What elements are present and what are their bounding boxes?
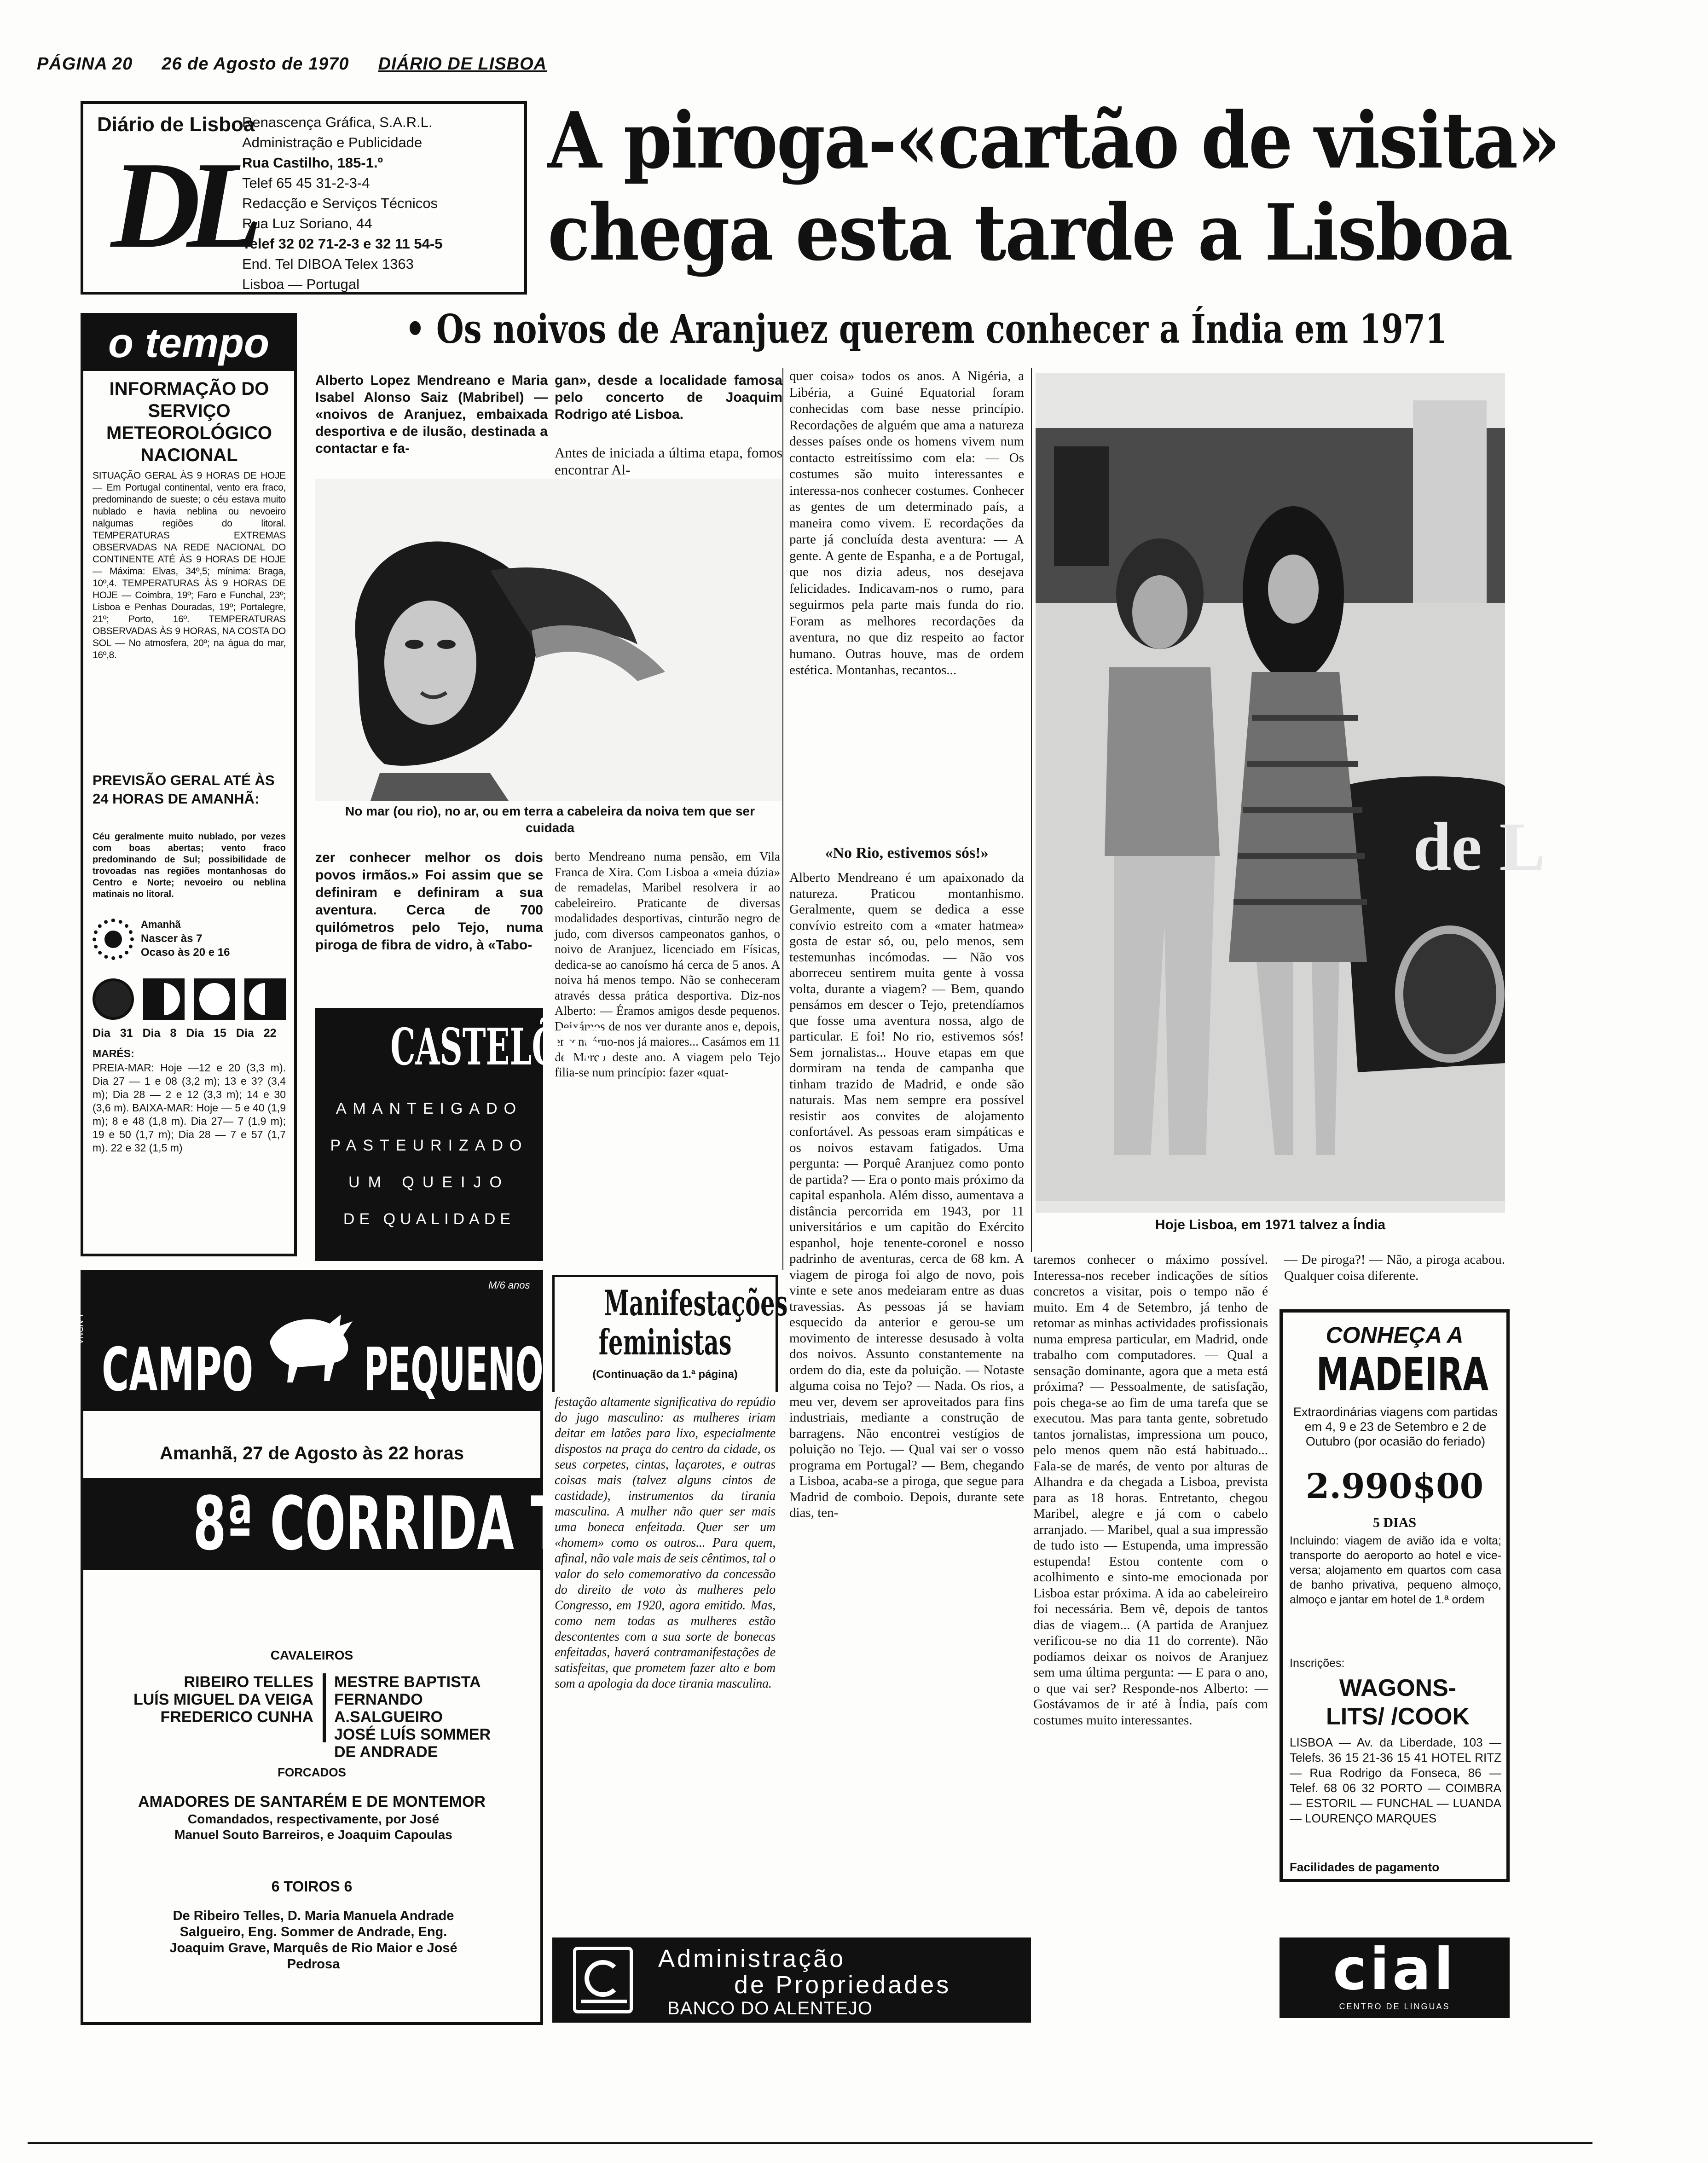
article-col4-text: taremos conhecer o máximo possível. Interessa-nos receber indicações de sítios concretos a visitar, pois o tempo não é muito. Em 4 de Setembro, já tenho de retomar as minhas actividades profissionais numa empresa particular, em Madrid, onde trabalho com computadores. — Qual a sensação dominante, agora que a meta está próxima? — Pessoalmente, de satisfação, pois chega-se ao fim de uma tarefa que se executou. Mas para tanta gente, sobretudo tantos jornalistas, impressiona um pouco, pelo menos quem não está habituado... Fala-se de marés, de vento por alturas de Alhandra e da chegada a Lisboa, prevista para as 18 horas. Entretanto, chegou Maribel, alegre e já com o cabelo arranjado. — Maribel, qual a sua impressão de tudo isto — Estupenda, uma impressão estupenda! Estou contente com o acolhimento e sinto-me emocionada por Lisboa estar próxima. A ida ao cabeleireiro foi necessária. Bem vê, depois de tantos dias de viagem... (A partida de Aranjuez verificou-se no dia 11 do corrente). Não podíamos deixar os noivos de Aranjuez sem uma última pergunta: — E para o ano, o que vai ser? Responde-nos Alberto: — Gostávamos de ir até à Índia, país com costumes muito interessantes.	[1033, 1252, 1268, 1728]
madeira-agency: WAGONS-LITS/ /COOK	[1326, 1675, 1470, 1730]
madeira-includes: Incluindo: viagem de avião ida e volta; transporte do aeroporto ao hotel e vice-versa; alojamento em quartos com casa de banho privativa, pequeno almoço, almoço e jantar em hotel de 1.ª ordem	[1290, 1534, 1501, 1606]
madeira-title-1: CONHEÇA A	[1326, 1322, 1464, 1348]
madeira-payment: Facilidades de pagamento	[1290, 1860, 1440, 1874]
cial-ad	[1280, 1937, 1510, 2018]
madeira-title-2: MADEIRA	[1316, 1348, 1489, 1401]
forcados-label: FORCADOS	[278, 1765, 346, 1779]
madeira-ad	[1280, 1309, 1510, 1882]
article-below-photo-col2: berto Mendreano numa pensão, em Vila Franca de Xira. Com Lisboa a «meia dúzia» de remadelas, Maribel resolvera ir ao cabeleireiro. Praticante de diversas modalidades desportivas, cinturão negro de judo, com diversos campeonatos ganhos, o noivo de Aranjuez, licenciado em Físicas, dedica-se ao canoísmo há cerca de 5 anos. A noiva há menos tempo. Não se conheceram através dessa prática desportiva. Diz-nos Alberto: — Éramos amigos desde pequenos. Deixámos de nos ver durante anos e, depois, encontrámo-nos já maiores... Casámos em 11 de Março deste ano. A viagem pelo Tejo filia-se num princípio: fazer «quat-	[555, 850, 780, 1079]
masthead	[37, 54, 566, 82]
weather-title: INFORMAÇÃO DO SERVIÇO METEOROLÓGICO NACIONAL	[106, 379, 272, 465]
article-col3-text: quer coisa» todos os anos. A Nigéria, a Libéria, a Guiné Equatorial foram conhecidas com base nesse princípio. Recordações de alguém que ama a natureza desses países onde os homens vivem num contacto estreitíssimo com ela: — Os costumes são muito interessantes e interessa-nos conhecer costumes. Conhecer as gentes de um determinado país, a maneira como vivem. E recordações da parte já concluída desta aventura: — A gente. A gente de Espanha, e a de Portugal, que nos dizia adeus, nos desejava felicidades. Indicavam-nos o rumo, para seguirmos pela parte mais funda do rio. Foram as melhores recordações da aventura, no que diz respeito ao factor humano. Outras houve, mas de ordem estética. Montanhas, recantos...	[789, 369, 1024, 677]
photo-bride-hair	[315, 479, 782, 801]
toiros: 6 TOIROS 6	[271, 1878, 353, 1895]
article-col2-text: Antes de iniciada a última etapa, fomos encontrar Al-	[555, 445, 782, 478]
banco-alentejo-ad	[552, 1937, 1031, 2023]
bull-icon	[261, 1301, 362, 1383]
sunrise: Nascer às 7	[141, 932, 203, 945]
headline-line-2: chega esta tarde a Lisboa	[548, 187, 1512, 278]
article-lead-col1: Alberto Lopez Mendreano e Maria Isabel Alonso Saiz (Mabribel) — «noivos de Aranjuez, embaixada desportiva e de ilusão, destinada a contactar e fa-	[315, 373, 548, 456]
campo-title-right: PEQUENO	[364, 1335, 544, 1405]
page-number: PÁGINA 20	[37, 54, 133, 74]
weather-logo: o tempo	[83, 316, 294, 371]
campo-date: Amanhã, 27 de Agosto às 22 horas	[160, 1443, 464, 1463]
weather-body: SITUAÇÃO GERAL ÀS 9 HORAS DE HOJE — Em Portugal continental, vento era fraco, predominando de sueste; o céu estava muito nublado e havia neblina ou nevoeiro nalgumas regiões do litoral. TEMPERATURAS EXTREMAS OBSERVADAS NA REDE NACIONAL DO CONTINENTE ATÉ ÀS 9 HORAS DE HOJE — Máxima: Elvas, 34º,5; mínima: Braga, 10º,4. TEMPERATURAS ÀS 9 HORAS DE HOJE — Coimbra, 19º; Faro e Funchal, 23º; Lisboa e Penhas Douradas, 19º; Portalegre, 21º; Porto, 16º. TEMPERATURAS OBSERVADAS ÀS 9 HORAS, NA COSTA DO SOL — No atmosfera, 20º; na água do mar, 16º,8.	[93, 470, 286, 660]
campo-rating: M/6 anos	[488, 1279, 530, 1291]
moon-phase-icons	[93, 978, 286, 1020]
forcados-groups: AMADORES DE SANTARÉM E DE MONTEMOR	[138, 1793, 486, 1810]
moon-last-icon	[244, 978, 286, 1020]
forecast-title: PREVISÃO GERAL ATÉ ÀS 24 HORAS DE AMANHÃ:	[93, 772, 275, 807]
cavaleiros-right: MESTRE BAPTISTA FERNANDO A.SALGUEIRO JOSÉ LUÍS SOMMER DE ANDRADE	[334, 1673, 491, 1761]
info-lines: Renascença Gráfica, S.A.R.L. Administração e Publicidade Rua Castilho, 185-1.º Telef 65 45 31-2-3-4 Redacção e Serviços Técnicos Rua Luz Soriano, 44 Telef 32 02 71-2-3 e 32 11 54-5 End. Tel DIBOA Telex 1363 Lisboa — Portugal	[242, 114, 443, 292]
subheadline: • Os noivos de Aranjuez querem conhecer a Índia em 1971	[405, 306, 1447, 353]
manifestacoes-box	[552, 1275, 788, 1392]
sunset: Ocaso às 20 e 16	[141, 946, 230, 959]
moon-new-icon	[194, 978, 235, 1020]
madeira-insc: Inscrições:	[1290, 1657, 1345, 1670]
svg-text:de L: de L	[1413, 809, 1546, 885]
madeira-price: 2.990$00	[1305, 1467, 1484, 1506]
campo-title-left: CAMPO	[102, 1335, 254, 1405]
forecast-text: Céu geralmente muito nublado, por vezes com boas abertas; vento fraco predominando de Sul; possibilidade de trovoadas nas regiões montanhosas do Centro e Norte; nevoeiro ou neblina matinais no litoral.	[93, 832, 286, 899]
madeira-addresses: LISBOA — Av. da Liberdade, 103 — Telefs. 36 15 21-36 15 41 HOTEL RITZ — Rua Rodrigo da Fonseca, 86 — Telef. 68 06 32 PORTO — COIMBRA — ESTORIL — FUNCHAL — LUANDA — LOURENÇO MARQUES	[1290, 1735, 1501, 1825]
campo-event: 8ª CORRIDA TV	[83, 1478, 540, 1570]
cavaleiros-label: CAVALEIROS	[270, 1648, 353, 1662]
main-headline	[548, 94, 1559, 278]
moon-full-icon	[93, 978, 134, 1020]
campo-pequeno-ad	[75, 1270, 601, 2025]
sun-label: Amanhã	[141, 919, 181, 930]
banco-line-1: Administração	[658, 1945, 846, 1972]
page-bottom-rule	[28, 2142, 1592, 2144]
tides-text: PREIA-MAR: Hoje —12 e 20 (3,3 m). Dia 27 — 1 e 08 (3,2 m); 13 e 3? (3,4 m); Dia 28 — 2 e 12 (3,3 m); 14 e 30 (3,6 m). BAIXA-MAR: Hoje — 5 e 40 (1,9 m); 8 e 48 (1,8 m). Dia 27— 7 (1,9 m); 19 e 50 (1,7 m); Dia 28 — 7 e 57 (1,7 m). 22 e 32 (1,5 m)	[93, 1062, 286, 1154]
moon-quarter-icon	[143, 978, 185, 1020]
casteloes-ad	[315, 1008, 606, 1261]
banco-line-3: BANCO DO ALENTEJO	[667, 1998, 873, 2018]
casteloes-brand: CASTELÕES	[390, 1017, 606, 1076]
tides-title: MARÉS:	[93, 1047, 134, 1059]
sun-icon	[93, 919, 134, 960]
headline-line-1: A piroga-«cartão de visita»	[548, 95, 1559, 186]
info-paper-name: Diário de Lisboa	[97, 113, 255, 136]
banco-line-2: de Propriedades	[734, 1971, 951, 1999]
article-below-photo-col1: zer conhecer melhor os dois povos irmãos.» Foi assim que se definiram e definiram a sua aventura. Cerca de 700 quilómetros pelo Tejo, numa piroga de fibra de vidro, à «Tabo-	[315, 850, 543, 953]
ganadarias: De Ribeiro Telles, D. Maria Manuela Andrade Salgueiro, Eng. Sommer de Andrade, Eng. Joaquim Grave, Marquês de Rio Maior e José Pedrosa	[169, 1909, 457, 1972]
subhead-rio: «No Rio, estivemos sós!»	[825, 844, 989, 862]
article-col3b-text: Alberto Mendreano é um apaixonado da natureza. Praticou montanhismo. Geralmente, quem se dedica a esse convívio estreito com a «mater hatmea» gosta de estar só, ou, pelo menos, sem testemunhas incómodas. — Não vos aborreceu sentirem muita gente à vossa volta, durante a viagem? — Bem, quando pensámos em descer o Tejo, pretendíamos que fosse uma aventura nossa, algo de particular. E foi! No rio, estivemos sós! Sem jornalistas... Houve etapas em que dormiram na tenda de campanha que tinham trazido de Madrid, e onde são naturais. Mas nem sempre era possível resistir aos convites de alojamento confortável. As pessoas eram simpáticas e os noivos estavam fatigados. Uma pergunta: — Porquê Aranjuez como ponto de partida? — Era o ponto mais próximo da capital espanhola. Além disso, aumentava a distância percorrida em 1943, por 11 universitários e um capitão do Exército espanhol, hoje tenente-coronel e nosso padrinho de aventuras, cerca de 68 km. A viagem de piroga foi algo de novo, pois vinte e sete anos medeiaram entre as duas travessias. As pessoas já se haviam esquecido da anterior e gerou-se um movimento de interesse desusado à volta dos noivos. Assunto constantemente na ordem do dia, este da poluição. — Notaste alguma coisa no Tejo? — Nada. Os rios, a meu ver, devem ser aproveitados para fins industriais, mediante a construção de barragens. Não encontrei vestígios de poluição no Tejo. — Qual vai ser o vosso programa em Portugal? — Bem, chegando a Lisboa, acaba-se a piroga, que segue para Madrid de comboio. Depois, durante sete dias, ten-	[789, 870, 1024, 1520]
paper-name: DIÁRIO DE LISBOA	[378, 54, 547, 74]
campo-header	[75, 1273, 544, 1411]
cavaleiros-left: RIBEIRO TELLES LUÍS MIGUEL DA VEIGA FREDERICO CUNHA	[133, 1673, 313, 1726]
manif-title-2: feministas	[598, 1322, 732, 1363]
casteloes-line-3: UM QUEIJO	[348, 1174, 510, 1191]
manif-cont: (Continuação da 1.ª página)	[592, 1368, 738, 1381]
madeira-days: 5 DIAS	[1372, 1515, 1417, 1530]
casteloes-line-1: AMANTEIGADO	[336, 1100, 523, 1117]
photo-couple-drawing	[1036, 373, 1546, 1213]
cial-brand: cial	[1332, 1936, 1457, 2003]
weather-box	[81, 313, 297, 1256]
manif-title-1: Manifestações	[604, 1283, 788, 1324]
article-lead-col2: gan», desde a localidade famosa pelo concerto de Joaquim Rodrigo até Lisboa.	[555, 373, 782, 422]
manif-text: festação altamente significativa do repúdio do jugo masculino: as mulheres iriam deitar em latões para lixo, especialmente dispostos na praça do centro da cidade, os seus corpetes, cintas, laçarotes, e outras coisas mais (talvez alguns cintos de castidade), instrumentos da tirania masculina. A mulher não quer ser mais uma boneca enfeitada. Quer ser um «homem» como os outros... Para quem, afinal, não vale mais de seis cêntimos, tal o valor do selo comemorativo da concessão do direito de voto às mulheres pelo Congresso, em 1920, agora emitido. Mas, como nem todas as mulheres estão descontentes com a sua sorte de bonecas enfeitadas, haverá contramanifestações de satisfeitas, que prometem fazer alto e bom som a apologia da doce tirania masculina.	[555, 1395, 776, 1691]
moon-dates: Dia 31 Dia 8 Dia 15 Dia 22	[93, 1027, 277, 1040]
dl-logo: DL	[111, 136, 249, 274]
forcados-sub: Comandados, respectivamente, por José Manuel Souto Barreiros, e Joaquim Capoulas	[174, 1812, 452, 1842]
photo-caption-1: No mar (ou rio), no ar, ou em terra a cabeleira da noiva tem que ser cuidada	[345, 804, 755, 835]
photo-bride-hair-drawing	[315, 479, 782, 801]
cial-sub: CENTRO DE LINGUAS	[1339, 2002, 1450, 2011]
madeira-intro: Extraordinárias viagens com partidas em 4, 9 e 23 de Setembro e 2 de Outubro (por ocasião do feriado)	[1293, 1405, 1498, 1448]
casteloes-line-4: DE QUALIDADE	[343, 1210, 515, 1228]
campo-vertical-text: LAIDNA	[75, 1314, 84, 1345]
issue-date: 26 de Agosto de 1970	[162, 54, 349, 74]
casteloes-line-2: PASTEURIZADO	[330, 1137, 528, 1154]
article-col5-text: — De piroga?! — Não, a piroga acabou. Qualquer coisa diferente.	[1284, 1252, 1505, 1283]
banco-logo-icon	[573, 1947, 633, 2013]
publisher-info-box	[81, 101, 527, 295]
photo-couple	[1036, 373, 1546, 1213]
photo-caption-2: Hoje Lisboa, em 1971 talvez a Índia	[1155, 1217, 1386, 1232]
